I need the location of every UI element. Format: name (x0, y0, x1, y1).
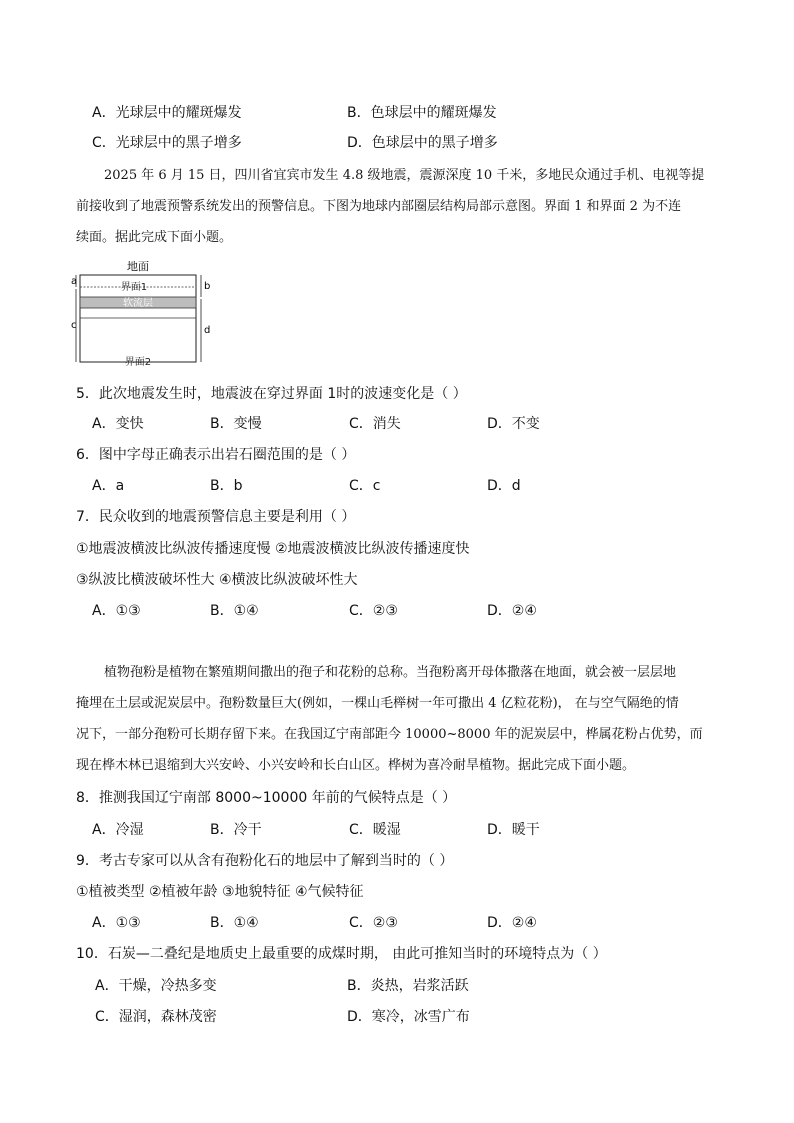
q8-option-c: C．暖湿 (349, 822, 401, 838)
q6-option-d: D．d (487, 478, 521, 494)
q10-option-b: B．炎热，岩浆活跃 (347, 978, 469, 994)
q8-option-b: B．冷干 (210, 822, 262, 838)
interface2-label: 界面2 (124, 357, 152, 368)
earth-structure-diagram (68, 258, 218, 370)
q6-option-a: A．a (92, 478, 125, 494)
q4-option-b: B．色球层中的耀斑爆发 (347, 105, 497, 121)
q9-option-d: D．②④ (487, 915, 537, 931)
q9-option-b: B．①④ (210, 915, 259, 931)
q7-stem: 7．民众收到的地震预警信息主要是利用（ ） (76, 509, 356, 525)
label-a: a (71, 276, 78, 287)
passage1-line3: 续面。据此完成下面小题。 (76, 230, 233, 245)
q10-option-d: D．寒冷，冰雪广布 (347, 1009, 470, 1025)
asthenosphere-label: 软流层 (123, 298, 153, 309)
q5-option-c: C．消失 (349, 416, 401, 432)
q9-statements: ①植被类型 ②植被年龄 ③地貌特征 ④气候特征 (76, 884, 364, 900)
q5-option-a: A．变快 (92, 416, 144, 432)
label-d: d (204, 325, 211, 336)
q6-stem: 6．图中字母正确表示出岩石圈范围的是（ ） (76, 447, 356, 463)
q4-option-a: A．光球层中的耀斑爆发 (92, 105, 242, 121)
q9-option-c: C．②③ (349, 915, 398, 931)
q8-option-a: A．冷湿 (92, 822, 144, 838)
passage2-line3: 况下，一部分孢粉可长期存留下来。在我国辽宁南部距今 10000~8000 年的泥炭层中，桦属花粉占优势，而 (76, 727, 703, 742)
q7-option-c: C．②③ (349, 603, 398, 619)
label-b: b (204, 281, 211, 292)
passage1-line2: 前接收到了地震预警系统发出的预警信息。下图为地球内部圈层结构局部示意图。界面 1 和界面 2 为不连 (76, 199, 682, 214)
q9-option-a: A．①③ (92, 915, 141, 931)
q6-option-b: B．b (210, 478, 243, 494)
q7-option-b: B．①④ (210, 603, 259, 619)
q4-option-d: D．色球层中的黑子增多 (347, 135, 498, 151)
q5-option-b: B．变慢 (210, 416, 262, 432)
q5-option-d: D．不变 (487, 416, 540, 432)
interface1-label: 界面1 (120, 282, 148, 293)
q8-option-d: D．暖干 (487, 822, 540, 838)
q8-stem: 8．推测我国辽宁南部 8000~10000 年前的气候特点是（ ） (76, 790, 457, 806)
q9-stem: 9．考古专家可以从含有孢粉化石的地层中了解到当时的（ ） (76, 853, 454, 869)
ground-label: 地面 (127, 260, 149, 273)
q7-option-a: A．①③ (92, 603, 141, 619)
passage2-line2: 掩埋在土层或泥炭层中。孢粉数量巨大(例如，一棵山毛榉树一年可撒出 4 亿粒花粉)， 在与空气隔绝的情 (76, 696, 679, 711)
q10-stem: 10．石炭—二叠纪是地质史上最重要的成煤时期， 由此可推知当时的环境特点为（ ） (76, 946, 607, 962)
passage1-line1: 2025 年 6 月 15 日，四川省宜宾市发生 4.8 级地震，震源深度 10 千米，多地民众通过手机、电视等提 (104, 168, 705, 183)
q7-statements-1: ①地震波横波比纵波传播速度慢 ②地震波横波比纵波传播速度快 (76, 541, 470, 557)
q6-option-c: C．c (349, 478, 381, 494)
passage2-line1: 植物孢粉是植物在繁殖期间撒出的孢子和花粉的总称。当孢粉离开母体撒落在地面，就会被一层层地 (104, 665, 677, 680)
passage2-line4: 现在桦木林已退缩到大兴安岭、小兴安岭和长白山区。桦树为喜冷耐旱植物。据此完成下面小题。 (76, 758, 636, 773)
q5-stem: 5．此次地震发生时，地震波在穿过界面 1时的波速变化是（ ） (76, 386, 467, 402)
q10-option-c: C．湿润，森林茂密 (95, 1009, 217, 1025)
label-c: c (71, 320, 77, 331)
q7-statements-2: ③纵波比横波破坏性大 ④横波比纵波破坏性大 (76, 572, 358, 588)
q10-option-a: A．干燥，冷热多变 (95, 978, 217, 994)
q7-option-d: D．②④ (487, 603, 537, 619)
q4-option-c: C．光球层中的黑子增多 (92, 135, 242, 151)
